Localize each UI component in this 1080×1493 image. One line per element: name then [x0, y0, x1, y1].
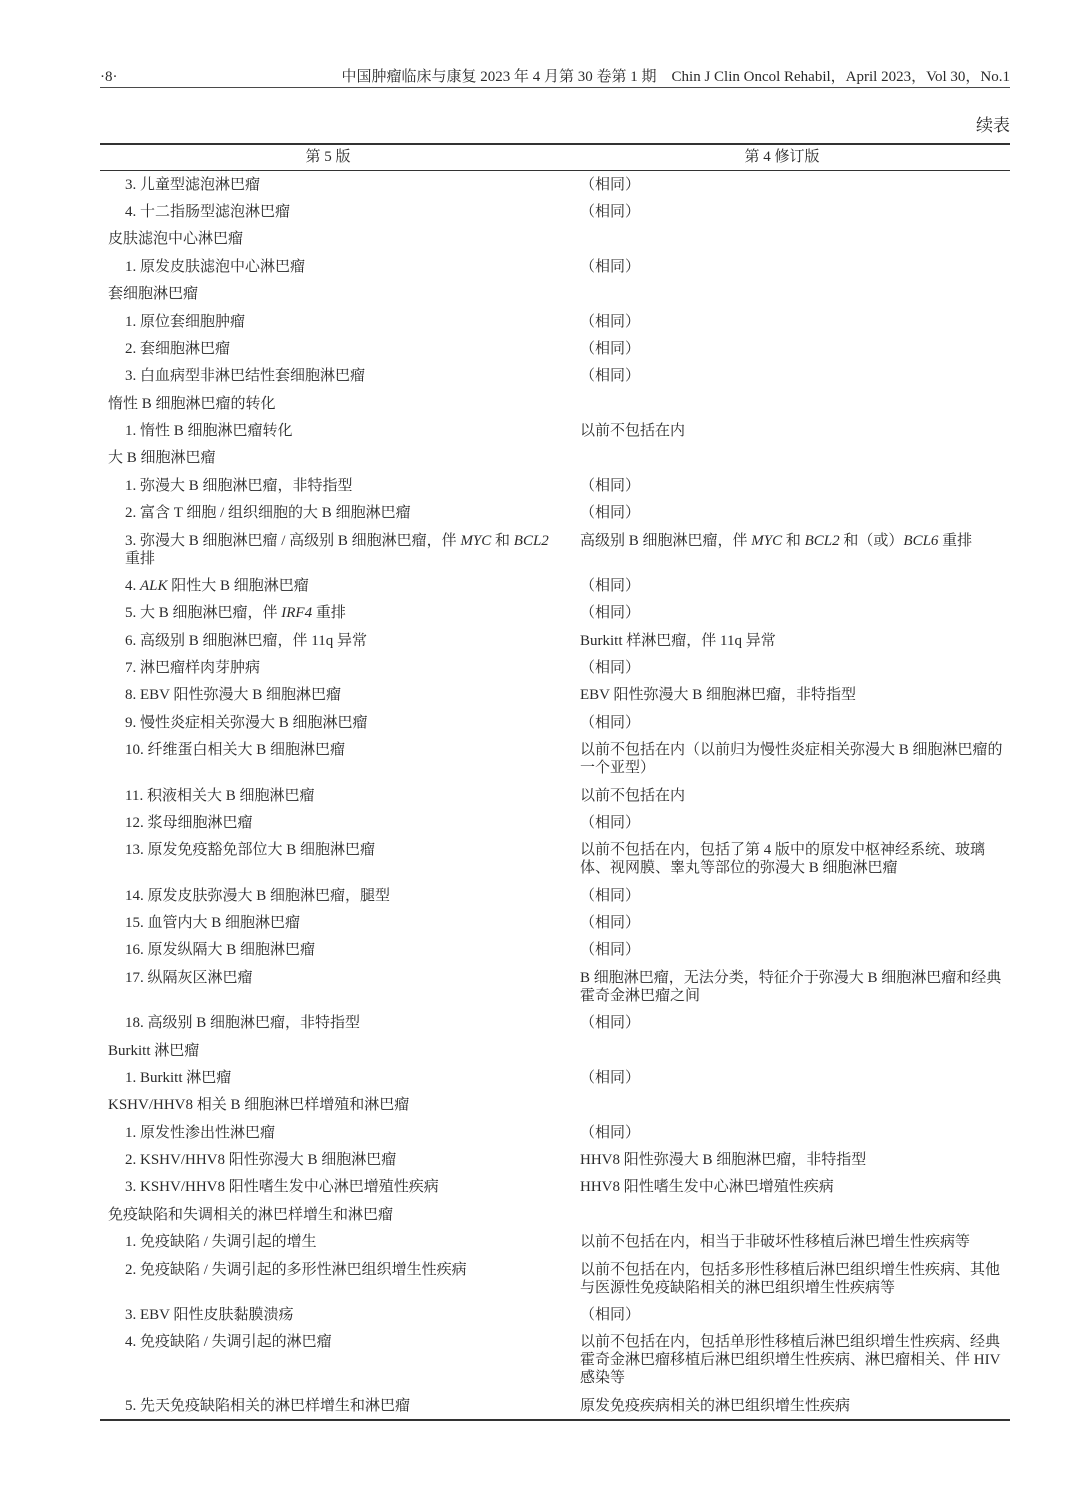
fifth-edition-cell: 4. ALK 阳性大 B 细胞淋巴瘤	[125, 577, 309, 594]
table-row	[100, 1301, 1010, 1328]
running-head	[100, 67, 1010, 88]
revised-fourth-edition-cell: （相同）	[580, 605, 641, 622]
fifth-edition-cell: 3. 白血病型非淋巴结性套细胞淋巴瘤	[125, 368, 366, 385]
revised-fourth-edition-cell: HHV8 阳性弥漫大 B 细胞淋巴瘤，非特指型	[580, 1152, 867, 1169]
fifth-edition-cell: 8. EBV 阳性弥漫大 B 细胞淋巴瘤	[125, 687, 341, 704]
table-row	[100, 809, 1010, 836]
fifth-edition-cell: 12. 浆母细胞淋巴瘤	[125, 814, 253, 831]
table-row	[100, 171, 1010, 198]
revised-fourth-edition-cell: 原发免疫疾病相关的淋巴组织增生性疾病	[580, 1397, 851, 1414]
group-heading-row	[100, 1092, 1010, 1119]
table-row	[100, 709, 1010, 736]
gene-symbol: BCL6	[903, 532, 939, 549]
revised-fourth-edition-cell: （相同）	[580, 313, 641, 330]
table-row	[100, 472, 1010, 499]
fifth-edition-cell: 10. 纤维蛋白相关大 B 细胞淋巴瘤	[125, 742, 346, 759]
revised-fourth-edition-cell: 高级别 B 细胞淋巴瘤，伴 MYC 和 BCL2 和（或）BCL6 重排	[580, 532, 973, 549]
fifth-edition-cell: 18. 高级别 B 细胞淋巴瘤，非特指型	[125, 1015, 361, 1032]
fifth-edition-cell: 14. 原发皮肤弥漫大 B 细胞淋巴瘤，腿型	[125, 887, 391, 904]
table-row	[100, 198, 1010, 225]
revised-fourth-edition-cell: （相同）	[580, 942, 641, 959]
table-row	[100, 837, 1010, 882]
revised-fourth-edition-cell: Burkitt 样淋巴瘤，伴 11q 异常	[580, 632, 776, 649]
group-heading-row	[100, 445, 1010, 472]
revised-fourth-edition-cell: 以前不包括在内，包括了第 4 版中的原发中枢神经系统、玻璃体、视网膜、睾丸等部位的弥漫大 B 细胞淋巴瘤	[580, 842, 986, 877]
revised-fourth-edition-cell: 以前不包括在内（以前归为慢性炎症相关弥漫大 B 细胞淋巴瘤的一个亚型）	[580, 742, 1003, 777]
group-heading-row	[100, 281, 1010, 308]
fifth-edition-cell: 5. 先天免疫缺陷相关的淋巴样增生和淋巴瘤	[125, 1397, 411, 1414]
gene-symbol: MYC	[460, 532, 492, 549]
group-heading: 惰性 B 细胞淋巴瘤的转化	[108, 395, 276, 412]
table-row	[100, 654, 1010, 681]
table-header-row	[100, 145, 1010, 171]
fifth-edition-cell: 5. 大 B 细胞淋巴瘤，伴 IRF4 重排	[125, 605, 346, 622]
fifth-edition-cell: 3. EBV 阳性皮肤黏膜溃疡	[125, 1306, 294, 1323]
table-row	[100, 737, 1010, 782]
revised-fourth-edition-cell: （相同）	[580, 477, 641, 494]
revised-fourth-edition-cell: （相同）	[580, 577, 641, 594]
group-heading-row	[100, 1037, 1010, 1064]
revised-fourth-edition-cell: （相同）	[580, 1306, 641, 1323]
fifth-edition-cell: 1. 惰性 B 细胞淋巴瘤转化	[125, 423, 293, 440]
revised-fourth-edition-cell: 以前不包括在内，相当于非破坏性移植后淋巴增生性疾病等	[580, 1234, 971, 1251]
table-row	[100, 882, 1010, 909]
group-heading: KSHV/HHV8 相关 B 细胞淋巴样增殖和淋巴瘤	[108, 1097, 410, 1114]
table-row	[100, 527, 1010, 572]
fifth-edition-cell: 4. 十二指肠型滤泡淋巴瘤	[125, 204, 291, 221]
table-row	[100, 572, 1010, 599]
gene-symbol: BCL2	[804, 532, 840, 549]
fifth-edition-cell: 15. 血管内大 B 细胞淋巴瘤	[125, 915, 301, 932]
fifth-edition-cell: 6. 高级别 B 细胞淋巴瘤，伴 11q 异常	[125, 632, 367, 649]
table-row	[100, 1256, 1010, 1301]
gene-symbol: MYC	[751, 532, 783, 549]
revised-fourth-edition-cell: （相同）	[580, 204, 641, 221]
table-row	[100, 782, 1010, 809]
revised-fourth-edition-cell: （相同）	[580, 660, 641, 677]
table-row	[100, 627, 1010, 654]
table-row	[100, 1329, 1010, 1392]
table-row	[100, 417, 1010, 444]
group-heading-row	[100, 1201, 1010, 1228]
column-header-revised-fourth-edition: 第 4 修订版	[744, 149, 820, 165]
revised-fourth-edition-cell: EBV 阳性弥漫大 B 细胞淋巴瘤，非特指型	[580, 687, 856, 704]
table-row	[100, 600, 1010, 627]
group-heading: 大 B 细胞淋巴瘤	[108, 450, 216, 467]
revised-fourth-edition-cell: （相同）	[580, 505, 641, 522]
group-heading-row	[100, 226, 1010, 253]
revised-fourth-edition-cell: B 细胞淋巴瘤，无法分类，特征介于弥漫大 B 细胞淋巴瘤和经典霍奇金淋巴瘤之间	[580, 969, 1002, 1004]
fifth-edition-cell: 2. 套细胞淋巴瘤	[125, 340, 231, 357]
revised-fourth-edition-cell: （相同）	[580, 176, 641, 193]
fifth-edition-cell: 1. 原位套细胞肿瘤	[125, 313, 246, 330]
revised-fourth-edition-cell: （相同）	[580, 258, 641, 275]
revised-fourth-edition-cell: （相同）	[580, 1015, 641, 1032]
fifth-edition-cell: 3. 儿童型滤泡淋巴瘤	[125, 176, 261, 193]
revised-fourth-edition-cell: （相同）	[580, 368, 641, 385]
table-row	[100, 937, 1010, 964]
revised-fourth-edition-cell: （相同）	[580, 1069, 641, 1086]
group-heading: 套细胞淋巴瘤	[108, 286, 199, 303]
fifth-edition-cell: 11. 积液相关大 B 细胞淋巴瘤	[125, 787, 315, 804]
fifth-edition-cell: 3. KSHV/HHV8 阳性嗜生发中心淋巴增殖性疾病	[125, 1179, 439, 1196]
continued-table-label: 续表	[976, 116, 1010, 135]
column-header-fifth-edition: 第 5 版	[305, 149, 351, 165]
fifth-edition-cell: 1. 原发性渗出性淋巴瘤	[125, 1124, 276, 1141]
group-heading: 免疫缺陷和失调相关的淋巴样增生和淋巴瘤	[108, 1206, 394, 1223]
revised-fourth-edition-cell: （相同）	[580, 340, 641, 357]
revised-fourth-edition-cell: 以前不包括在内，包括单形性移植后淋巴组织增生性疾病、经典霍奇金淋巴瘤移植后淋巴组织增生性疾病、淋巴瘤相关、伴 HIV 感染等	[580, 1334, 1001, 1387]
table-row	[100, 1174, 1010, 1201]
fifth-edition-cell: 4. 免疫缺陷 / 失调引起的淋巴瘤	[125, 1334, 332, 1351]
fifth-edition-cell: 1. 原发皮肤滤泡中心淋巴瘤	[125, 258, 306, 275]
gene-symbol: BCL2	[513, 532, 549, 549]
revised-fourth-edition-cell: （相同）	[580, 1124, 641, 1141]
edition-comparison-table	[100, 143, 1010, 1421]
revised-fourth-edition-cell: 以前不包括在内	[580, 423, 686, 440]
fifth-edition-cell: 2. KSHV/HHV8 阳性弥漫大 B 细胞淋巴瘤	[125, 1152, 397, 1169]
table-row	[100, 1064, 1010, 1091]
table-row	[100, 1146, 1010, 1173]
revised-fourth-edition-cell: 以前不包括在内，包括多形性移植后淋巴组织增生性疾病、其他与医源性免疫缺陷相关的淋巴组织增生性疾病等	[580, 1261, 1001, 1296]
group-heading: Burkitt 淋巴瘤	[108, 1042, 200, 1059]
fifth-edition-cell: 2. 免疫缺陷 / 失调引起的多形性淋巴组织增生性疾病	[125, 1261, 467, 1278]
revised-fourth-edition-cell: HHV8 阳性嗜生发中心淋巴增殖性疾病	[580, 1179, 834, 1196]
revised-fourth-edition-cell: （相同）	[580, 714, 641, 731]
group-heading-row	[100, 390, 1010, 417]
fifth-edition-cell: 1. 免疫缺陷 / 失调引起的增生	[125, 1234, 317, 1251]
journal-citation-cn: 中国肿瘤临床与康复 2023 年 4 月第 30 卷第 1 期	[341, 69, 657, 85]
journal-citation	[342, 67, 1011, 87]
fifth-edition-cell: 13. 原发免疫豁免部位大 B 细胞淋巴瘤	[125, 842, 376, 859]
revised-fourth-edition-cell: 以前不包括在内	[580, 787, 686, 804]
table-row	[100, 335, 1010, 362]
table-row	[100, 363, 1010, 390]
page-number: ·8·	[100, 69, 118, 85]
fifth-edition-cell: 7. 淋巴瘤样肉芽肿病	[125, 660, 261, 677]
gene-symbol: ALK	[140, 577, 168, 594]
table-row	[100, 682, 1010, 709]
fifth-edition-cell: 17. 纵隔灰区淋巴瘤	[125, 969, 253, 986]
fifth-edition-cell: 3. 弥漫大 B 细胞淋巴瘤 / 高级别 B 细胞淋巴瘤，伴 MYC 和 BCL2 重排	[125, 532, 549, 567]
journal-citation-en: Chin J Clin Oncol Rehabil，April 2023，Vol 30，No.1	[671, 69, 1010, 85]
fifth-edition-cell: 2. 富含 T 细胞 / 组织细胞的大 B 细胞淋巴瘤	[125, 505, 411, 522]
gene-symbol: IRF4	[281, 605, 313, 622]
revised-fourth-edition-cell: （相同）	[580, 915, 641, 932]
revised-fourth-edition-cell: （相同）	[580, 887, 641, 904]
table-row	[100, 308, 1010, 335]
group-heading: 皮肤滤泡中心淋巴瘤	[108, 231, 244, 248]
fifth-edition-cell: 9. 慢性炎症相关弥漫大 B 细胞淋巴瘤	[125, 714, 368, 731]
fifth-edition-cell: 1. 弥漫大 B 细胞淋巴瘤，非特指型	[125, 477, 353, 494]
table-row	[100, 253, 1010, 280]
table-row	[100, 1119, 1010, 1146]
table-row	[100, 909, 1010, 936]
table-row	[100, 1229, 1010, 1256]
revised-fourth-edition-cell: （相同）	[580, 814, 641, 831]
fifth-edition-cell: 1. Burkitt 淋巴瘤	[125, 1069, 232, 1086]
fifth-edition-cell: 16. 原发纵隔大 B 细胞淋巴瘤	[125, 942, 316, 959]
table-row	[100, 964, 1010, 1009]
table-row	[100, 1010, 1010, 1037]
table-row	[100, 1392, 1010, 1419]
table-row	[100, 500, 1010, 527]
table-body	[100, 171, 1010, 1419]
